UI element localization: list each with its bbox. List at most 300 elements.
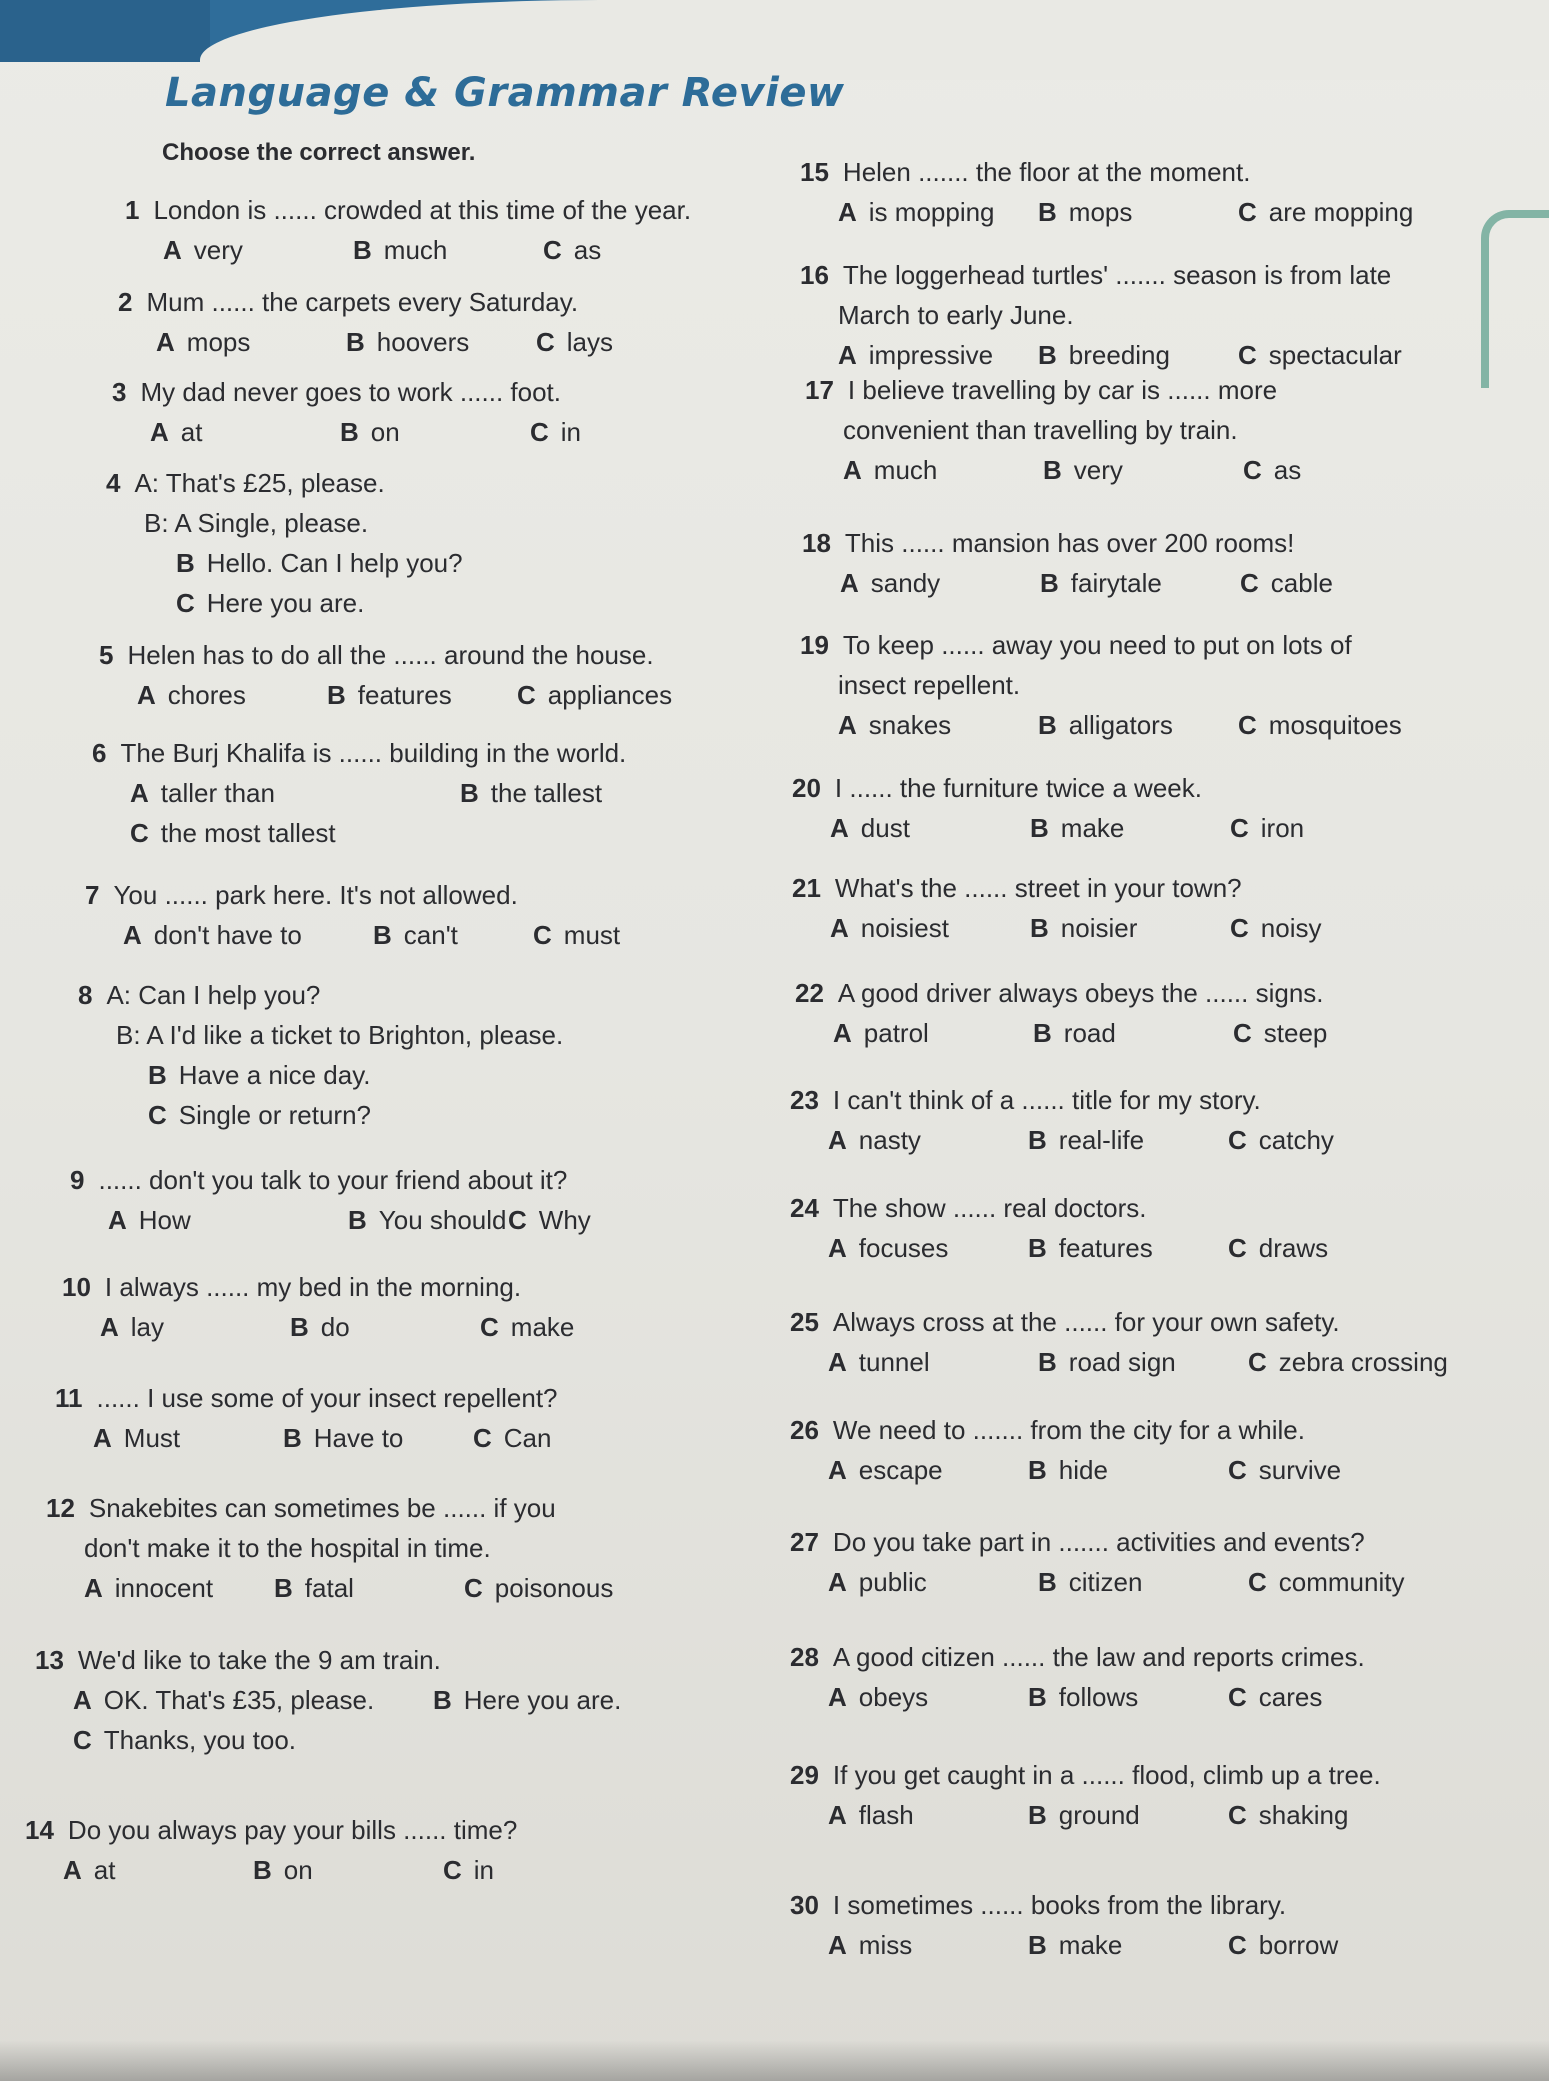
option-letter: A [838, 340, 857, 370]
option-letter: B [1038, 1347, 1057, 1377]
option-text: noisier [1060, 913, 1138, 943]
option-a[interactable] [828, 1342, 930, 1382]
option-letter: B [253, 1855, 272, 1885]
option-text: chores [167, 680, 246, 710]
option-letter: B [1038, 197, 1057, 227]
option-c[interactable] [443, 1850, 494, 1890]
answer-options [125, 230, 691, 270]
option-c[interactable] [1248, 1342, 1448, 1382]
option-c[interactable] [543, 230, 601, 270]
option-a[interactable] [123, 915, 302, 955]
question-text: This ...... mansion has over 200 rooms! [844, 528, 1295, 558]
answer-options [35, 1680, 622, 1720]
option-text: Why [538, 1205, 591, 1235]
option-b[interactable] [274, 1568, 354, 1608]
question-25 [790, 1302, 1448, 1382]
answer-options [25, 1850, 517, 1890]
option-text: OK. That's £35, please. [103, 1685, 375, 1715]
option-letter: B [1038, 340, 1057, 370]
question-18 [802, 523, 1333, 603]
question-number: 22 [795, 978, 824, 1008]
option-text: You should [378, 1205, 507, 1235]
question-2 [118, 282, 614, 362]
page-title: Language & Grammar Review [165, 70, 845, 116]
question-number: 16 [800, 260, 829, 290]
option-letter: B [1028, 1125, 1047, 1155]
option-a[interactable] [163, 230, 243, 270]
option-a[interactable] [838, 705, 951, 745]
option-b[interactable] [433, 1680, 621, 1720]
option-c[interactable] [1230, 808, 1304, 848]
option-letter: A [833, 1018, 852, 1048]
option-letter: C [1248, 1567, 1267, 1597]
option-text: sandy [870, 568, 941, 598]
question-text: I believe travelling by car is ...... more [847, 375, 1278, 405]
option-text: cable [1270, 568, 1333, 598]
option-letter: C [1240, 568, 1259, 598]
question-number: 2 [118, 287, 133, 317]
question-24 [790, 1188, 1329, 1268]
option-letter: B [460, 778, 479, 808]
question-number: 5 [99, 640, 114, 670]
option-a[interactable] [84, 1568, 213, 1608]
option-letter: C [1233, 1018, 1252, 1048]
option-text: dust [860, 813, 910, 843]
option-b[interactable] [1028, 1677, 1138, 1717]
option-letter: A [840, 568, 859, 598]
answer-options [70, 1200, 591, 1240]
option-letter: B [1028, 1800, 1047, 1830]
option-text: community [1278, 1567, 1405, 1597]
question-17 [805, 370, 1302, 490]
option-a[interactable] [93, 1418, 180, 1458]
option-b[interactable] [1038, 192, 1132, 232]
option-a[interactable] [830, 908, 949, 948]
question-text: March to early June. [838, 300, 1074, 330]
option-c[interactable] [1230, 908, 1321, 948]
option-b[interactable] [1030, 808, 1124, 848]
option-letter: C [473, 1423, 492, 1453]
question-19 [800, 625, 1402, 745]
option-a[interactable] [828, 1450, 943, 1490]
option-letter: A [828, 1455, 847, 1485]
option-c[interactable] [473, 1418, 551, 1458]
right-edge-tab [1481, 210, 1549, 388]
question-number: 8 [78, 980, 93, 1010]
option-c[interactable] [1228, 1120, 1334, 1160]
option-a[interactable] [137, 675, 246, 715]
option-text: innocent [114, 1573, 214, 1603]
option-letter: C [508, 1205, 527, 1235]
answer-options [805, 450, 1302, 490]
option-text: iron [1260, 813, 1305, 843]
option-c[interactable] [530, 412, 581, 452]
question-number: 18 [802, 528, 831, 558]
option-a[interactable] [108, 1200, 191, 1240]
option-b[interactable] [340, 412, 400, 452]
question-text: Helen ....... the floor at the moment. [842, 157, 1251, 187]
option-a[interactable] [838, 192, 995, 232]
option-letter: A [84, 1573, 103, 1603]
option-text: taller than [160, 778, 275, 808]
option-letter: C [1228, 1800, 1247, 1830]
option-b[interactable] [346, 322, 469, 362]
option-a[interactable] [828, 1228, 948, 1268]
option-letter: B [433, 1685, 452, 1715]
option-letter: B [1038, 710, 1057, 740]
option-text: Can [503, 1423, 552, 1453]
option-a[interactable] [100, 1307, 164, 1347]
option-letter: C [1228, 1125, 1247, 1155]
option-text: catchy [1258, 1125, 1334, 1155]
option-c[interactable] [480, 1307, 574, 1347]
option-text: on [370, 417, 400, 447]
question-number: 11 [55, 1383, 83, 1413]
option-letter: A [838, 710, 857, 740]
question-text: Mum ...... the carpets every Saturday. [146, 287, 579, 317]
option-b[interactable] [1038, 335, 1170, 375]
option-c[interactable] [1240, 563, 1333, 603]
option-b[interactable] [1028, 1120, 1144, 1160]
option-letter: C [1228, 1682, 1247, 1712]
option-text: Must [123, 1423, 181, 1453]
option-text: patrol [863, 1018, 929, 1048]
answer-options [790, 1795, 1381, 1835]
answer-options-list [35, 1720, 441, 1760]
option-a[interactable] [838, 335, 993, 375]
option-letter: C [130, 818, 149, 848]
option-text: draws [1258, 1233, 1329, 1263]
option-text: appliances [547, 680, 673, 710]
option-c[interactable] [1228, 1677, 1322, 1717]
question-text: We'd like to take the 9 am train. [77, 1645, 441, 1675]
option-a[interactable] [156, 322, 250, 362]
answer-options [92, 773, 626, 813]
option-a[interactable] [130, 773, 275, 813]
option-a[interactable] [828, 1120, 921, 1160]
option-text: escape [858, 1455, 943, 1485]
instruction-text: Choose the correct answer. [162, 139, 476, 166]
option-letter: A [828, 1233, 847, 1263]
option-text: Hello. Can I help you? [206, 548, 463, 578]
option-b[interactable] [1028, 1450, 1108, 1490]
option-letter: B [274, 1573, 293, 1603]
question-1 [125, 190, 691, 270]
question-text: If you get caught in a ...... flood, climb up a tree. [832, 1760, 1381, 1790]
option-b[interactable] [1033, 1013, 1116, 1053]
option-c[interactable] [35, 1720, 441, 1760]
option-letter: A [108, 1205, 127, 1235]
question-27 [790, 1522, 1405, 1602]
question-number: 6 [92, 738, 107, 768]
option-b[interactable] [1040, 563, 1162, 603]
option-text: ground [1058, 1800, 1140, 1830]
option-a[interactable] [63, 1850, 115, 1890]
option-letter: C [73, 1725, 92, 1755]
option-text: make [1060, 813, 1125, 843]
option-text: borrow [1258, 1930, 1339, 1960]
option-c[interactable] [464, 1568, 613, 1608]
option-text: the most tallest [160, 818, 336, 848]
question-text: I can't think of a ...... title for my story. [832, 1085, 1261, 1115]
option-letter: C [1238, 340, 1257, 370]
answer-options [790, 1342, 1448, 1382]
option-letter: A [828, 1800, 847, 1830]
question-text: What's the ...... street in your town? [834, 873, 1242, 903]
option-letter: C [1228, 1930, 1247, 1960]
option-b[interactable] [1028, 1795, 1140, 1835]
answer-options-list [106, 543, 463, 623]
option-text: follows [1058, 1682, 1139, 1712]
option-c[interactable] [1238, 335, 1402, 375]
option-letter: A [828, 1347, 847, 1377]
option-letter: A [830, 913, 849, 943]
option-text: features [357, 680, 452, 710]
option-c[interactable] [1248, 1562, 1404, 1602]
question-number: 19 [800, 630, 829, 660]
option-c[interactable] [1228, 1925, 1338, 1965]
option-letter: B [1028, 1233, 1047, 1263]
option-text: impressive [868, 340, 994, 370]
option-letter: C [533, 920, 552, 950]
question-5 [99, 635, 673, 715]
answer-options [118, 322, 614, 362]
option-letter: C [1248, 1347, 1267, 1377]
question-number: 14 [25, 1815, 54, 1845]
question-text: To keep ...... away you need to put on lots of [842, 630, 1352, 660]
answer-options [800, 192, 1414, 232]
option-letter: C [543, 235, 562, 265]
option-b[interactable] [283, 1418, 403, 1458]
question-number: 28 [790, 1642, 819, 1672]
option-letter: C [1238, 710, 1257, 740]
option-text: as [573, 235, 602, 265]
option-b[interactable] [1038, 705, 1173, 745]
question-3 [112, 372, 582, 452]
question-23 [790, 1080, 1334, 1160]
option-b[interactable] [1038, 1342, 1176, 1382]
option-c[interactable] [1243, 450, 1301, 490]
question-number: 7 [85, 880, 100, 910]
question-number: 30 [790, 1890, 819, 1920]
option-letter: A [63, 1855, 82, 1885]
option-b[interactable] [106, 543, 463, 583]
option-b[interactable] [1028, 1228, 1153, 1268]
option-b[interactable] [1043, 450, 1123, 490]
question-number: 21 [792, 873, 821, 903]
option-a[interactable] [150, 412, 202, 452]
option-letter: C [1230, 813, 1249, 843]
option-letter: A [828, 1567, 847, 1597]
option-letter: B [1038, 1567, 1057, 1597]
option-b[interactable] [253, 1850, 313, 1890]
option-c[interactable] [1238, 705, 1402, 745]
option-letter: B [1028, 1455, 1047, 1485]
option-text: can't [403, 920, 458, 950]
question-text: A: That's £25, please. [134, 468, 385, 498]
option-text: How [138, 1205, 191, 1235]
option-letter: B [1028, 1682, 1047, 1712]
option-letter: B [1028, 1930, 1047, 1960]
option-b[interactable] [460, 773, 602, 813]
option-a[interactable] [828, 1677, 928, 1717]
option-letter: A [163, 235, 182, 265]
question-7 [85, 875, 621, 955]
option-letter: C [1238, 197, 1257, 227]
option-a[interactable] [833, 1013, 929, 1053]
option-a[interactable] [828, 1795, 914, 1835]
question-text: Snakebites can sometimes be ...... if you [88, 1493, 556, 1523]
option-a[interactable] [828, 1925, 912, 1965]
question-26 [790, 1410, 1342, 1490]
question-29 [790, 1755, 1381, 1835]
option-a[interactable] [73, 1680, 374, 1720]
option-text: mops [1068, 197, 1133, 227]
question-number: 23 [790, 1085, 819, 1115]
option-a[interactable] [830, 808, 910, 848]
option-b[interactable] [290, 1307, 350, 1347]
option-text: miss [858, 1930, 913, 1960]
question-number: 13 [35, 1645, 64, 1675]
option-letter: A [838, 197, 857, 227]
option-b[interactable] [78, 1055, 563, 1095]
question-number: 9 [70, 1165, 85, 1195]
question-28 [790, 1637, 1365, 1717]
option-text: cares [1258, 1682, 1323, 1712]
question-15 [800, 152, 1414, 232]
option-c[interactable] [533, 915, 620, 955]
question-14 [25, 1810, 517, 1890]
option-text: at [93, 1855, 116, 1885]
option-text: fatal [304, 1573, 354, 1603]
option-letter: B [290, 1312, 309, 1342]
question-30 [790, 1885, 1339, 1965]
option-a[interactable] [828, 1562, 927, 1602]
option-text: mosquitoes [1268, 710, 1402, 740]
answer-options [792, 808, 1305, 848]
option-text: nasty [858, 1125, 921, 1155]
option-c[interactable] [106, 583, 463, 623]
option-letter: B [340, 417, 359, 447]
option-c[interactable] [517, 675, 672, 715]
answer-options [790, 1450, 1342, 1490]
answer-options [802, 563, 1333, 603]
option-text: breeding [1068, 340, 1170, 370]
option-c[interactable] [1228, 1228, 1328, 1268]
answer-options [62, 1307, 575, 1347]
option-text: tunnel [858, 1347, 930, 1377]
page-top-curve [200, 0, 1549, 80]
question-12 [46, 1488, 614, 1608]
option-c[interactable] [1228, 1795, 1348, 1835]
option-letter: B [148, 1060, 167, 1090]
question-number: 15 [800, 157, 829, 187]
option-text: hide [1058, 1455, 1108, 1485]
question-text: convenient than travelling by train. [843, 415, 1238, 445]
option-text: alligators [1068, 710, 1173, 740]
answer-options [99, 675, 673, 715]
option-letter: B [373, 920, 392, 950]
question-number: 17 [805, 375, 834, 405]
question-13 [35, 1640, 622, 1760]
question-text: You ...... park here. It's not allowed. [113, 880, 518, 910]
option-letter: B [1040, 568, 1059, 598]
question-number: 25 [790, 1307, 819, 1337]
option-b[interactable] [1028, 1925, 1122, 1965]
option-letter: C [480, 1312, 499, 1342]
option-text: don't have to [153, 920, 302, 950]
answer-options [790, 1120, 1334, 1160]
question-22 [795, 973, 1328, 1053]
option-c[interactable] [78, 1095, 563, 1135]
option-text: is mopping [868, 197, 995, 227]
question-number: 3 [112, 377, 127, 407]
option-letter: B [1033, 1018, 1052, 1048]
answer-options [795, 1013, 1328, 1053]
option-text: at [180, 417, 203, 447]
option-c[interactable] [536, 322, 613, 362]
option-b[interactable] [327, 675, 452, 715]
option-text: lays [566, 327, 614, 357]
answer-options [112, 412, 582, 452]
option-b[interactable] [373, 915, 458, 955]
question-text: Helen has to do all the ...... around the house. [127, 640, 654, 670]
option-c[interactable] [92, 813, 626, 853]
option-text: Single or return? [178, 1100, 372, 1130]
question-text: Do you always pay your bills ...... time? [67, 1815, 518, 1845]
question-text: I sometimes ...... books from the library. [832, 1890, 1287, 1920]
option-text: flash [858, 1800, 914, 1830]
question-number: 12 [46, 1493, 75, 1523]
option-text: in [473, 1855, 495, 1885]
question-text: A good driver always obeys the ...... signs. [837, 978, 1324, 1008]
option-b[interactable] [348, 1200, 507, 1240]
question-text: ...... don't you talk to your friend about it? [98, 1165, 568, 1195]
option-text: mops [186, 327, 251, 357]
option-c[interactable] [508, 1200, 591, 1240]
option-text: make [510, 1312, 575, 1342]
option-text: must [563, 920, 621, 950]
option-text: the tallest [490, 778, 603, 808]
option-letter: A [150, 417, 169, 447]
question-number: 27 [790, 1527, 819, 1557]
option-text: noisiest [860, 913, 949, 943]
option-c[interactable] [1233, 1013, 1327, 1053]
answer-options-list [78, 1055, 563, 1135]
option-text: survive [1258, 1455, 1342, 1485]
option-letter: C [517, 680, 536, 710]
option-a[interactable] [840, 563, 940, 603]
option-letter: B [346, 327, 365, 357]
option-text: real-life [1058, 1125, 1145, 1155]
option-letter: B [1043, 455, 1062, 485]
option-c[interactable] [1228, 1450, 1341, 1490]
option-c[interactable] [1238, 192, 1413, 232]
option-a[interactable] [843, 450, 937, 490]
option-b[interactable] [1038, 1562, 1142, 1602]
question-number: 24 [790, 1193, 819, 1223]
question-text: We need to ....... from the city for a while. [832, 1415, 1305, 1445]
question-number: 29 [790, 1760, 819, 1790]
option-b[interactable] [353, 230, 447, 270]
question-8 [78, 975, 563, 1135]
option-letter: B [348, 1205, 367, 1235]
answer-options [800, 705, 1402, 745]
option-b[interactable] [1030, 908, 1137, 948]
option-text: zebra crossing [1278, 1347, 1448, 1377]
option-text: shaking [1258, 1800, 1349, 1830]
option-text: road sign [1068, 1347, 1176, 1377]
